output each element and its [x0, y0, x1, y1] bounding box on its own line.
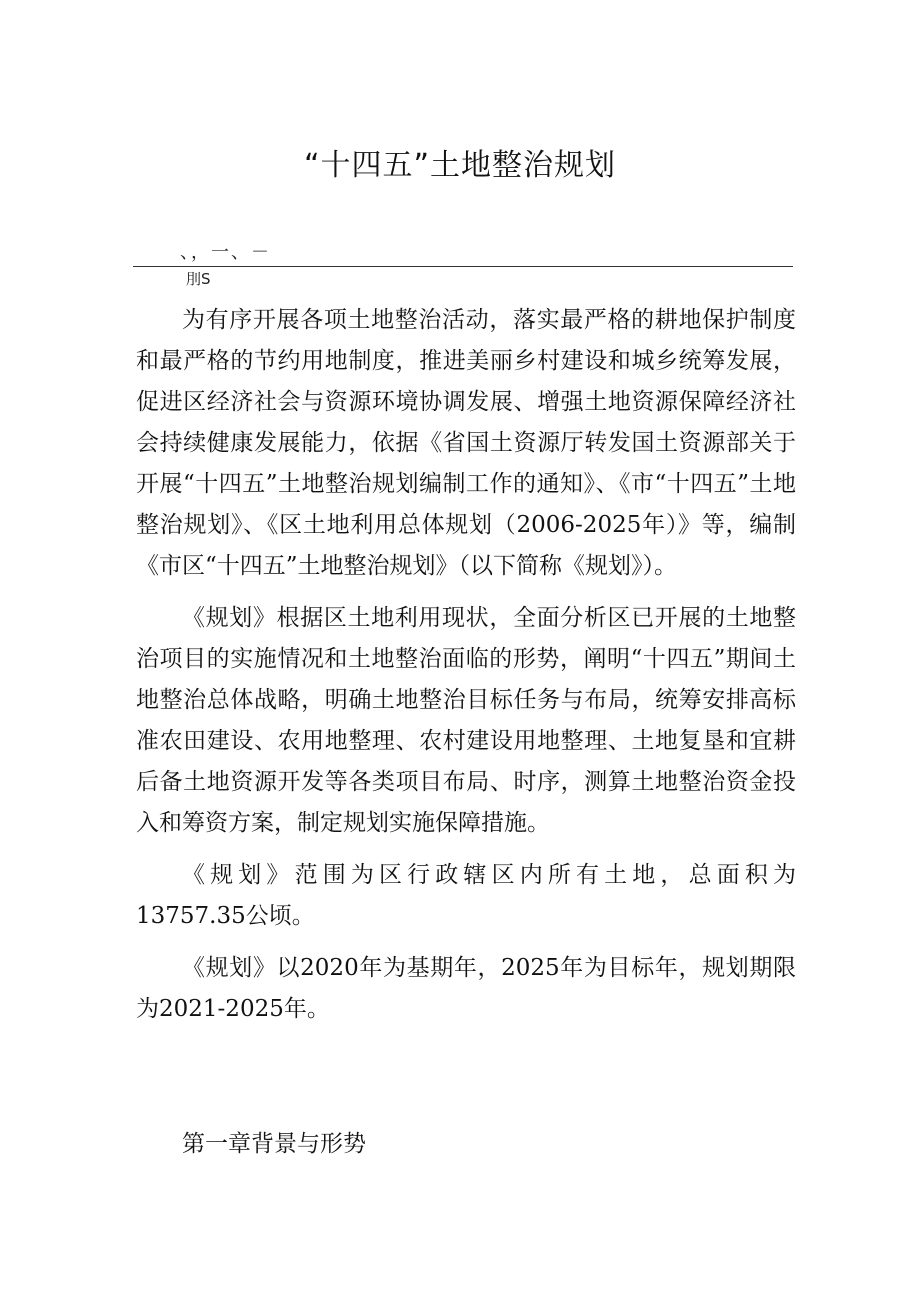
- document-title: “十四五”土地整治规划: [303, 148, 617, 183]
- paragraph: 《规划》根据区土地利用现状，全面分析区已开展的土地整治项目的实施情况和土地整治面临的形势，阐明“十四五”期间土地整治总体战略，明确土地整治目标任务与布局，统筹安排高标准农田建设、农用地整理、农村建设用地整理、土地复垦和宜耕后备土地资源开发等各类项目布局、时序，测算土地整治资金投入和筹资方案，制定规划实施保障措施。: [136, 605, 796, 836]
- paragraph: 《规划》范围为区行政辖区内所有土地，总面积为13757.35公顷。: [136, 862, 796, 929]
- chapter-heading: 第一章背景与形势: [182, 1131, 366, 1157]
- paragraph: 为有序开展各项土地整治活动，落实最严格的耕地保护制度和最严格的节约用地制度，推进美丽乡村建设和城乡统筹发展，促进区经济社会与资源环境协调发展、增强土地资源保障经济社会持续健康发展能力，依据《省国土资源厅转发国土资源部关于开展“十四五”土地整治规划编制工作的通知》、《市“十四五”土地整治规划》、《区土地利用总体规划（2006-2025年）》等，编制《市区“十四五”土地整治规划》（以下简称《规划》）。: [136, 307, 796, 579]
- section-header-label: 刖S: [186, 270, 211, 288]
- header-divider: [133, 266, 793, 267]
- section-header-marks: 、，一、－: [180, 242, 271, 263]
- paragraph: 《规划》以2020年为基期年，2025年为目标年，规划期限为2021-2025年。: [136, 955, 796, 1022]
- body-text: [136, 300, 796, 1041]
